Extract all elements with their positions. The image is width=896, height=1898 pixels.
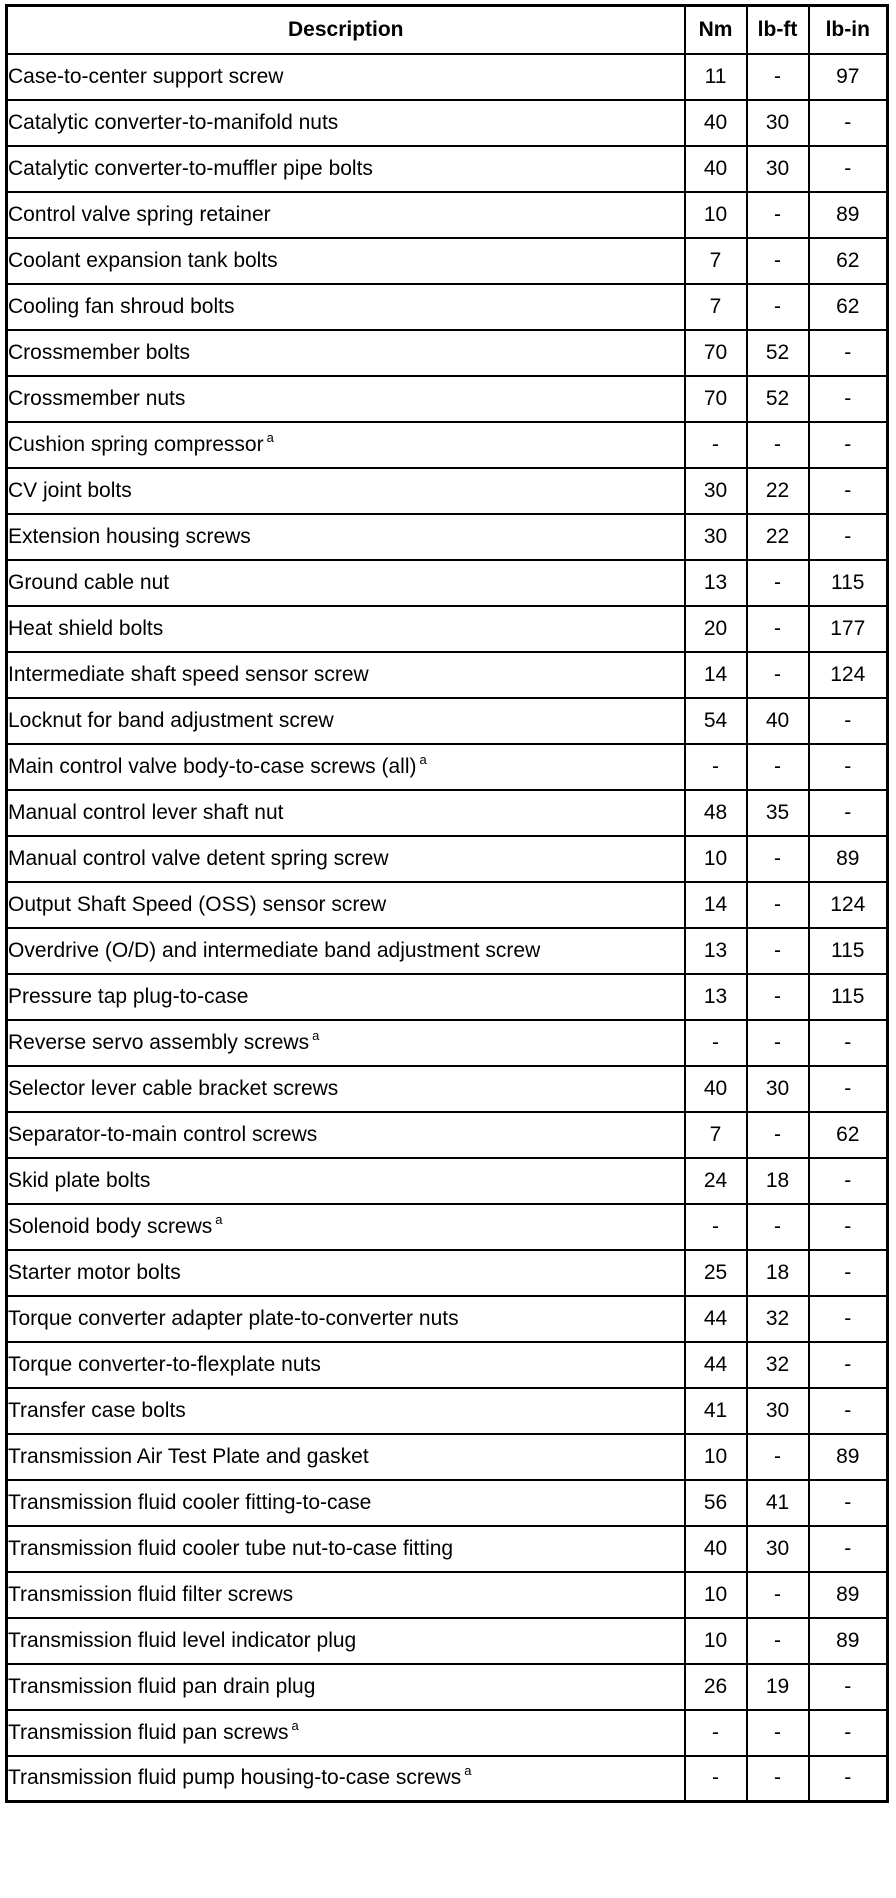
cell-description: [7, 146, 685, 192]
description-text: Overdrive (O/D) and intermediate band adjustment screw: [8, 938, 541, 962]
table-row: [7, 1250, 888, 1296]
cell-lbft: -: [747, 744, 809, 790]
cell-description: [7, 698, 685, 744]
description-text: Heat shield bolts: [8, 616, 164, 640]
cell-description: [7, 1480, 685, 1526]
column-header-lbft: lb-ft: [747, 6, 809, 54]
cell-description: [7, 54, 685, 100]
cell-description: [7, 192, 685, 238]
cell-lbin: 115: [809, 928, 888, 974]
description-text: Output Shaft Speed (OSS) sensor screw: [8, 892, 387, 916]
cell-lbin: -: [809, 1066, 888, 1112]
cell-lbft: 30: [747, 100, 809, 146]
header-row: [7, 6, 888, 54]
cell-lbin: -: [809, 744, 888, 790]
cell-nm: -: [685, 1204, 747, 1250]
description-text: Locknut for band adjustment screw: [8, 708, 334, 732]
cell-description: [7, 1756, 685, 1802]
cell-lbin: -: [809, 376, 888, 422]
cell-lbft: 32: [747, 1342, 809, 1388]
description-text: Solenoid body screws: [8, 1214, 213, 1238]
description-text: Torque converter-to-flexplate nuts: [8, 1352, 321, 1376]
cell-lbin: -: [809, 146, 888, 192]
table-row: [7, 1434, 888, 1480]
cell-description: [7, 1066, 685, 1112]
table-body: [7, 54, 888, 1802]
table-row: [7, 1388, 888, 1434]
cell-nm: 70: [685, 376, 747, 422]
cell-description: [7, 1664, 685, 1710]
cell-lbin: -: [809, 1526, 888, 1572]
table-row: [7, 1526, 888, 1572]
cell-description: [7, 376, 685, 422]
cell-description: [7, 1158, 685, 1204]
cell-description: [7, 1020, 685, 1066]
cell-nm: -: [685, 744, 747, 790]
cell-lbft: -: [747, 836, 809, 882]
cell-lbin: 177: [809, 606, 888, 652]
cell-nm: 7: [685, 238, 747, 284]
cell-nm: 40: [685, 1066, 747, 1112]
cell-nm: 26: [685, 1664, 747, 1710]
cell-description: [7, 974, 685, 1020]
cell-lbin: -: [809, 1250, 888, 1296]
table-row: [7, 238, 888, 284]
cell-lbft: 52: [747, 376, 809, 422]
footnote-marker: a: [291, 1717, 299, 1733]
table-row: [7, 330, 888, 376]
description-text: Transmission fluid cooler tube nut-to-case fitting: [8, 1536, 454, 1560]
cell-nm: 20: [685, 606, 747, 652]
cell-nm: -: [685, 1020, 747, 1066]
cell-lbin: -: [809, 1296, 888, 1342]
cell-nm: 44: [685, 1342, 747, 1388]
column-header-lbin: lb-in: [809, 6, 888, 54]
cell-nm: 44: [685, 1296, 747, 1342]
table-row: [7, 1342, 888, 1388]
cell-nm: -: [685, 1756, 747, 1802]
cell-lbin: -: [809, 100, 888, 146]
description-text: Transmission fluid pump housing-to-case screws: [8, 1766, 462, 1790]
cell-lbin: -: [809, 514, 888, 560]
cell-lbft: -: [747, 1710, 809, 1756]
footnote-marker: a: [215, 1211, 223, 1227]
cell-lbin: -: [809, 1388, 888, 1434]
cell-description: [7, 1526, 685, 1572]
footnote-marker: a: [419, 751, 427, 767]
cell-nm: 14: [685, 652, 747, 698]
cell-lbin: -: [809, 790, 888, 836]
column-header-nm: Nm: [685, 6, 747, 54]
table-header: [7, 6, 888, 54]
cell-description: [7, 1296, 685, 1342]
cell-description: [7, 284, 685, 330]
cell-lbft: -: [747, 928, 809, 974]
cell-nm: 41: [685, 1388, 747, 1434]
cell-lbft: -: [747, 1204, 809, 1250]
cell-lbin: -: [809, 468, 888, 514]
cell-nm: 14: [685, 882, 747, 928]
cell-nm: 10: [685, 1618, 747, 1664]
cell-lbin: -: [809, 698, 888, 744]
cell-description: [7, 928, 685, 974]
table-row: [7, 1296, 888, 1342]
cell-description: [7, 882, 685, 928]
cell-lbft: 19: [747, 1664, 809, 1710]
cell-lbin: -: [809, 422, 888, 468]
cell-lbft: 30: [747, 1388, 809, 1434]
cell-lbin: 62: [809, 1112, 888, 1158]
cell-lbft: -: [747, 1434, 809, 1480]
table-row: [7, 422, 888, 468]
cell-lbft: 30: [747, 1526, 809, 1572]
cell-lbft: 18: [747, 1158, 809, 1204]
cell-lbft: -: [747, 606, 809, 652]
footnote-marker: a: [464, 1763, 472, 1779]
cell-lbft: -: [747, 192, 809, 238]
cell-lbft: 22: [747, 468, 809, 514]
description-text: CV joint bolts: [8, 478, 132, 502]
cell-lbft: -: [747, 652, 809, 698]
cell-lbin: 115: [809, 974, 888, 1020]
cell-description: [7, 744, 685, 790]
cell-description: [7, 790, 685, 836]
description-text: Crossmember nuts: [8, 386, 186, 410]
cell-description: [7, 606, 685, 652]
cell-nm: 11: [685, 54, 747, 100]
cell-lbin: -: [809, 330, 888, 376]
description-text: Cushion spring compressor: [8, 432, 264, 456]
cell-lbft: -: [747, 1756, 809, 1802]
description-text: Transmission fluid pan screws: [8, 1720, 289, 1744]
table-row: [7, 928, 888, 974]
cell-description: [7, 1250, 685, 1296]
description-text: Torque converter adapter plate-to-converter nuts: [8, 1306, 459, 1330]
description-text: Selector lever cable bracket screws: [8, 1076, 339, 1100]
cell-lbft: -: [747, 54, 809, 100]
cell-nm: 10: [685, 1572, 747, 1618]
cell-lbin: 62: [809, 238, 888, 284]
description-text: Ground cable nut: [8, 570, 170, 594]
cell-nm: 30: [685, 514, 747, 560]
description-text: Coolant expansion tank bolts: [8, 248, 278, 272]
description-text: Pressure tap plug-to-case: [8, 984, 249, 1008]
table-row: [7, 1158, 888, 1204]
cell-lbin: -: [809, 1158, 888, 1204]
cell-lbin: 89: [809, 192, 888, 238]
cell-description: [7, 652, 685, 698]
cell-lbin: -: [809, 1204, 888, 1250]
footnote-marker: a: [266, 429, 274, 445]
cell-description: [7, 1204, 685, 1250]
table-row: [7, 54, 888, 100]
description-text: Transmission Air Test Plate and gasket: [8, 1444, 369, 1468]
description-text: Intermediate shaft speed sensor screw: [8, 662, 369, 686]
cell-nm: -: [685, 422, 747, 468]
table-row: [7, 836, 888, 882]
cell-lbft: -: [747, 560, 809, 606]
table-row: [7, 192, 888, 238]
cell-lbft: 40: [747, 698, 809, 744]
torque-spec-container: [5, 4, 889, 1803]
cell-nm: 24: [685, 1158, 747, 1204]
table-row: [7, 790, 888, 836]
cell-lbft: -: [747, 238, 809, 284]
cell-lbft: -: [747, 974, 809, 1020]
cell-description: [7, 330, 685, 376]
cell-lbin: -: [809, 1480, 888, 1526]
table-row: [7, 744, 888, 790]
description-text: Manual control lever shaft nut: [8, 800, 284, 824]
description-text: Case-to-center support screw: [8, 64, 284, 88]
description-text: Transmission fluid pan drain plug: [8, 1674, 316, 1698]
cell-description: [7, 1618, 685, 1664]
cell-description: [7, 422, 685, 468]
table-row: [7, 1710, 888, 1756]
cell-nm: 13: [685, 928, 747, 974]
table-row: [7, 560, 888, 606]
table-row: [7, 146, 888, 192]
cell-lbin: 89: [809, 836, 888, 882]
cell-description: [7, 468, 685, 514]
description-text: Manual control valve detent spring screw: [8, 846, 389, 870]
description-text: Transmission fluid filter screws: [8, 1582, 294, 1606]
cell-description: [7, 100, 685, 146]
description-text: Catalytic converter-to-manifold nuts: [8, 110, 339, 134]
table-row: [7, 698, 888, 744]
cell-lbin: 89: [809, 1572, 888, 1618]
cell-lbin: -: [809, 1710, 888, 1756]
column-header-description: Description: [7, 6, 685, 54]
cell-lbft: 30: [747, 146, 809, 192]
table-row: [7, 514, 888, 560]
cell-description: [7, 1710, 685, 1756]
cell-lbin: -: [809, 1756, 888, 1802]
cell-nm: 10: [685, 1434, 747, 1480]
table-row: [7, 284, 888, 330]
cell-nm: 54: [685, 698, 747, 744]
description-text: Starter motor bolts: [8, 1260, 181, 1284]
cell-nm: 25: [685, 1250, 747, 1296]
cell-lbft: 35: [747, 790, 809, 836]
cell-lbft: -: [747, 1618, 809, 1664]
cell-nm: 40: [685, 100, 747, 146]
description-text: Catalytic converter-to-muffler pipe bolts: [8, 156, 373, 180]
cell-nm: 7: [685, 284, 747, 330]
table-row: [7, 652, 888, 698]
cell-description: [7, 1342, 685, 1388]
cell-lbin: 62: [809, 284, 888, 330]
description-text: Crossmember bolts: [8, 340, 191, 364]
cell-description: [7, 1572, 685, 1618]
cell-lbft: -: [747, 422, 809, 468]
description-text: Extension housing screws: [8, 524, 251, 548]
cell-description: [7, 238, 685, 284]
description-text: Reverse servo assembly screws: [8, 1030, 310, 1054]
cell-lbin: 124: [809, 652, 888, 698]
cell-nm: 13: [685, 560, 747, 606]
description-text: Separator-to-main control screws: [8, 1122, 318, 1146]
cell-lbft: -: [747, 1572, 809, 1618]
cell-lbin: -: [809, 1342, 888, 1388]
description-text: Transmission fluid level indicator plug: [8, 1628, 357, 1652]
table-row: [7, 1480, 888, 1526]
cell-nm: 13: [685, 974, 747, 1020]
cell-nm: -: [685, 1710, 747, 1756]
description-text: Skid plate bolts: [8, 1168, 151, 1192]
table-row: [7, 974, 888, 1020]
table-row: [7, 1572, 888, 1618]
cell-description: [7, 836, 685, 882]
cell-lbin: 97: [809, 54, 888, 100]
cell-nm: 30: [685, 468, 747, 514]
cell-lbft: 41: [747, 1480, 809, 1526]
cell-lbft: -: [747, 284, 809, 330]
cell-nm: 10: [685, 192, 747, 238]
cell-nm: 40: [685, 1526, 747, 1572]
cell-lbft: -: [747, 1020, 809, 1066]
description-text: Transmission fluid cooler fitting-to-case: [8, 1490, 372, 1514]
table-row: [7, 468, 888, 514]
cell-description: [7, 560, 685, 606]
cell-description: [7, 1434, 685, 1480]
cell-nm: 70: [685, 330, 747, 376]
cell-description: [7, 514, 685, 560]
cell-lbin: -: [809, 1020, 888, 1066]
cell-lbft: 22: [747, 514, 809, 560]
table-row: [7, 1756, 888, 1802]
table-row: [7, 376, 888, 422]
cell-nm: 56: [685, 1480, 747, 1526]
description-text: Transfer case bolts: [8, 1398, 186, 1422]
cell-lbft: 30: [747, 1066, 809, 1112]
cell-nm: 7: [685, 1112, 747, 1158]
description-text: Control valve spring retainer: [8, 202, 271, 226]
description-text: Cooling fan shroud bolts: [8, 294, 235, 318]
table-row: [7, 1204, 888, 1250]
cell-lbin: 115: [809, 560, 888, 606]
cell-lbft: 18: [747, 1250, 809, 1296]
cell-nm: 40: [685, 146, 747, 192]
table-row: [7, 1112, 888, 1158]
cell-nm: 10: [685, 836, 747, 882]
table-row: [7, 882, 888, 928]
cell-lbin: -: [809, 1664, 888, 1710]
table-row: [7, 1020, 888, 1066]
cell-description: [7, 1112, 685, 1158]
table-row: [7, 1066, 888, 1112]
cell-description: [7, 1388, 685, 1434]
table-row: [7, 606, 888, 652]
table-row: [7, 1664, 888, 1710]
cell-lbft: -: [747, 1112, 809, 1158]
cell-lbft: -: [747, 882, 809, 928]
cell-lbft: 32: [747, 1296, 809, 1342]
table-row: [7, 100, 888, 146]
table-row: [7, 1618, 888, 1664]
cell-lbin: 89: [809, 1618, 888, 1664]
cell-nm: 48: [685, 790, 747, 836]
footnote-marker: a: [312, 1027, 320, 1043]
cell-lbft: 52: [747, 330, 809, 376]
torque-spec-table: [5, 4, 889, 1803]
cell-lbin: 124: [809, 882, 888, 928]
description-text: Main control valve body-to-case screws (all): [8, 754, 417, 778]
cell-lbin: 89: [809, 1434, 888, 1480]
